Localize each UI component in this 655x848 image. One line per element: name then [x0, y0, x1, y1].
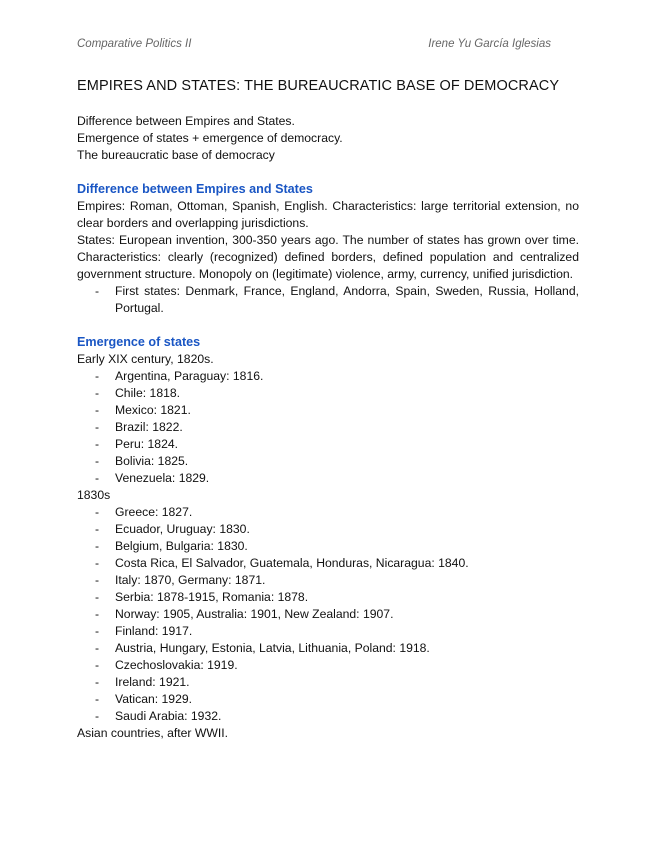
list-item	[77, 436, 579, 453]
dash-bullet: -	[95, 556, 100, 570]
list-item-text: Ireland: 1921.	[115, 675, 190, 689]
list-item-text: Norway: 1905, Australia: 1901, New Zealand: 1907.	[115, 607, 394, 621]
dash-bullet: -	[95, 403, 100, 417]
dash-bullet: -	[95, 522, 100, 536]
dash-bullet: -	[95, 386, 100, 400]
dash-bullet: -	[95, 641, 100, 655]
spacer	[77, 164, 579, 181]
list-item	[77, 657, 579, 674]
dash-bullet: -	[95, 573, 100, 587]
empires-paragraph: Empires: Roman, Ottoman, Spanish, English. Characteristics: large territorial extension, no clear borders and overlapping jurisdictions.	[77, 199, 579, 230]
first-states-list	[77, 283, 579, 317]
group-label-1820s: Early XIX century, 1820s.	[77, 352, 214, 366]
dash-bullet: -	[95, 675, 100, 689]
list-item-text: Chile: 1818.	[115, 386, 181, 400]
list-item	[77, 538, 579, 555]
list-item-text: Brazil: 1822.	[115, 420, 183, 434]
dash-bullet: -	[95, 505, 100, 519]
list-item-text: Peru: 1824.	[115, 437, 179, 451]
dash-bullet: -	[95, 471, 100, 485]
document-title: EMPIRES AND STATES: THE BUREAUCRATIC BASE OF DEMOCRACY	[77, 78, 560, 94]
list-item	[77, 283, 579, 317]
list-item	[77, 521, 579, 538]
dash-bullet: -	[95, 692, 100, 706]
intro-line: Difference between Empires and States.	[77, 114, 295, 128]
page-header	[77, 38, 579, 54]
list-item-text: Ecuador, Uruguay: 1830.	[115, 522, 250, 536]
list-item	[77, 623, 579, 640]
list-item	[77, 708, 579, 725]
list-item	[77, 606, 579, 623]
dash-bullet: -	[95, 624, 100, 638]
list-item	[77, 470, 579, 487]
dash-bullet: -	[95, 658, 100, 672]
dash-bullet: -	[95, 420, 100, 434]
spacer	[77, 317, 579, 334]
intro-line: The bureaucratic base of democracy	[77, 148, 275, 162]
list-item-text: Saudi Arabia: 1932.	[115, 709, 222, 723]
list-item	[77, 691, 579, 708]
list-item-text: Bolivia: 1825.	[115, 454, 189, 468]
list-item-text: Italy: 1870, Germany: 1871.	[115, 573, 266, 587]
list-item-text: Serbia: 1878-1915, Romania: 1878.	[115, 590, 309, 604]
dash-bullet: -	[95, 607, 100, 621]
closing-line: Asian countries, after WWII.	[77, 726, 229, 740]
dash-bullet: -	[95, 284, 100, 298]
states-paragraph: States: European invention, 300-350 years ago. The number of states has grown over time. Characteristics: clearly (recognized) defined borders, defined population and centralized government structure. Monopoly on (legitimate) violence, army, currency, unified jurisdiction.	[77, 233, 579, 281]
states-1820s-list	[77, 368, 579, 487]
list-item-text: Finland: 1917.	[115, 624, 193, 638]
list-item	[77, 368, 579, 385]
header-course: Comparative Politics II	[77, 38, 192, 50]
dash-bullet: -	[95, 590, 100, 604]
list-item	[77, 453, 579, 470]
list-item-text: Czechoslovakia: 1919.	[115, 658, 238, 672]
list-item	[77, 589, 579, 606]
section-heading-emergence: Emergence of states	[77, 335, 201, 349]
list-item	[77, 419, 579, 436]
list-item-text: Austria, Hungary, Estonia, Latvia, Lithuania, Poland: 1918.	[115, 641, 430, 655]
group-label-1830s: 1830s	[77, 488, 111, 502]
list-item	[77, 572, 579, 589]
intro-line: Emergence of states + emergence of democracy.	[77, 131, 343, 145]
dash-bullet: -	[95, 454, 100, 468]
list-item	[77, 504, 579, 521]
dash-bullet: -	[95, 539, 100, 553]
list-item-text: Argentina, Paraguay: 1816.	[115, 369, 264, 383]
section-heading-empires-states: Difference between Empires and States	[77, 182, 313, 196]
dash-bullet: -	[95, 369, 100, 383]
states-1830s-list	[77, 504, 579, 725]
list-item	[77, 402, 579, 419]
list-item	[77, 555, 579, 572]
dash-bullet: -	[95, 709, 100, 723]
list-item-text: Vatican: 1929.	[115, 692, 193, 706]
list-item-text: Venezuela: 1829.	[115, 471, 210, 485]
list-item-text: Belgium, Bulgaria: 1830.	[115, 539, 248, 553]
header-author: Irene Yu García Iglesias	[428, 38, 551, 50]
list-item	[77, 385, 579, 402]
document-body	[77, 113, 579, 742]
list-item-text: Mexico: 1821.	[115, 403, 191, 417]
list-item	[77, 674, 579, 691]
list-item-text: Costa Rica, El Salvador, Guatemala, Honduras, Nicaragua: 1840.	[115, 556, 469, 570]
list-item-text: Greece: 1827.	[115, 505, 193, 519]
dash-bullet: -	[95, 437, 100, 451]
list-item-text: First states: Denmark, France, England, Andorra, Spain, Sweden, Russia, Holland, Portugal.	[115, 284, 579, 315]
list-item	[77, 640, 579, 657]
